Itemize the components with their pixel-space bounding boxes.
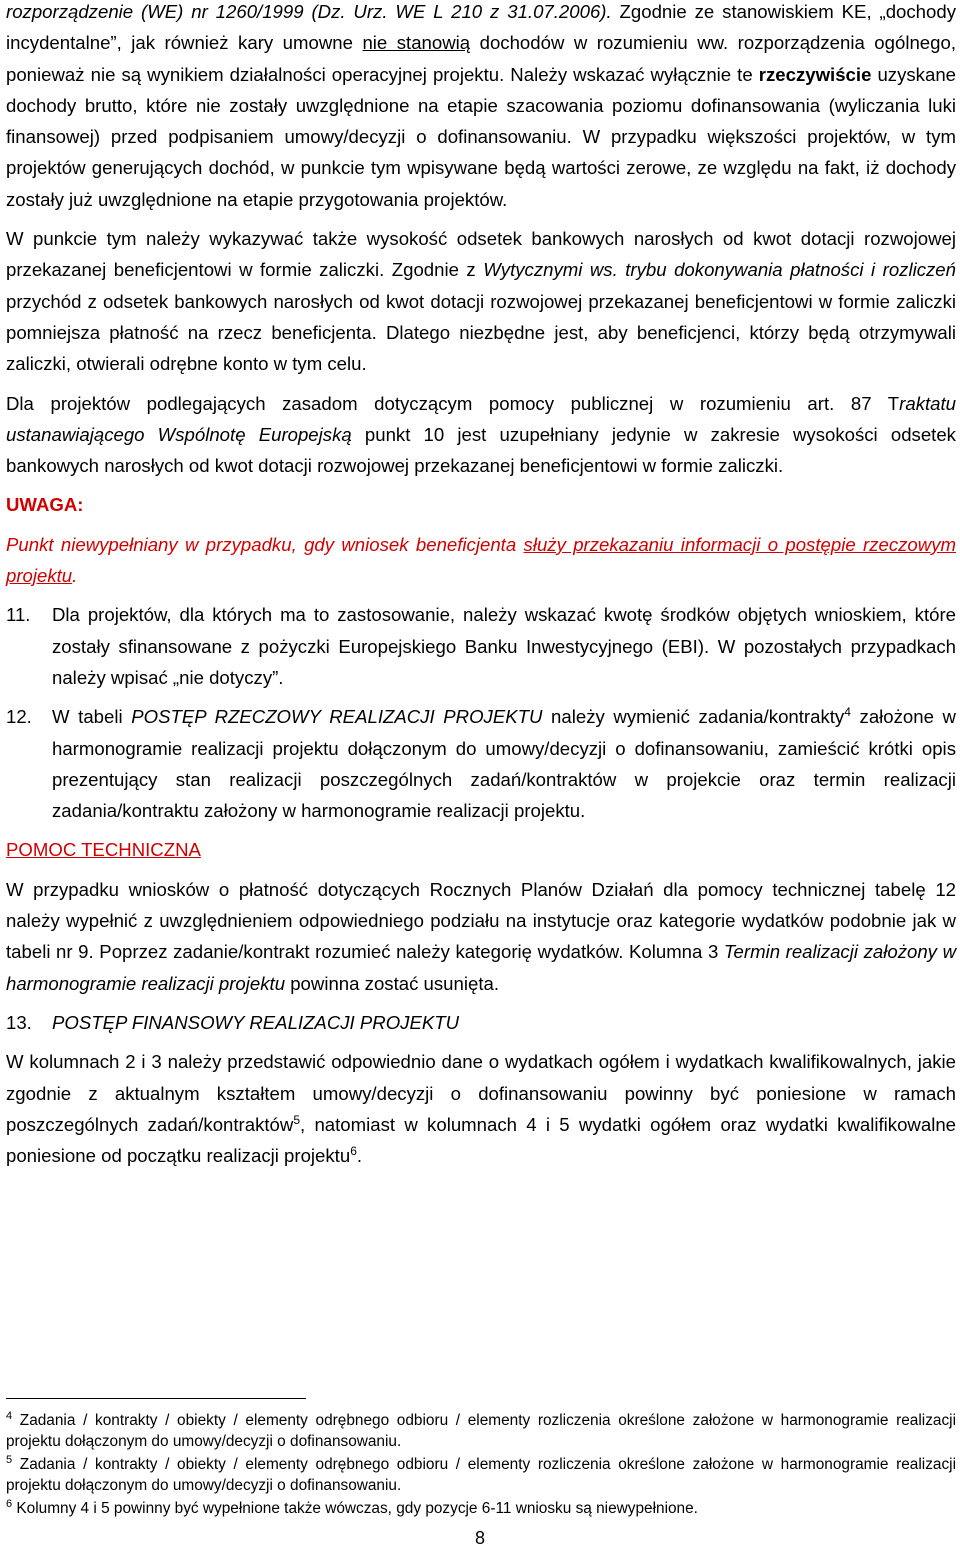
- footnote-4: [6, 1410, 956, 1452]
- item-text: Dla projektów, dla których ma to zastosowanie, należy wskazać kwotę środków objętych wnioskiem, które zostały sfinansowane z pożyczki Europejskiego Banku Inwestycyjnego (EBI). W pozostałych przypadkach należy wpisać „nie dotyczy”.: [52, 604, 956, 688]
- paragraph-dochody: [6, 0, 956, 215]
- text-span: W przypadku większości projektów, w tym projektów generujących dochód, w punkcie tym wpisywane będą wartości zerowe, ze względu na fakt, iż dochody zostały już uwzględnione na etapie przygotowania projektów.: [6, 126, 956, 210]
- footnote-ref: 6: [350, 1143, 357, 1158]
- document-page: [6, 0, 956, 1171]
- item-text: [52, 701, 956, 826]
- footnote-text: Kolumny 4 i 5 powinny być wypełnione także wówczas, gdy pozycje 6-11 wniosku są niewypełnione.: [12, 1500, 698, 1517]
- paragraph-odsetki: [6, 223, 956, 379]
- italic-reference: Wytycznymi ws. trybu dokonywania płatności i rozliczeń: [483, 259, 956, 281]
- uwaga-note: [6, 529, 956, 592]
- item-13: [6, 1007, 956, 1038]
- text-span: należy wymienić zadania/kontrakty: [542, 706, 845, 728]
- text-span: .: [356, 1145, 363, 1167]
- item-number: 11.: [6, 604, 31, 626]
- text-span: przychód z odsetek bankowych narosłych od kwot dotacji rozwojowej przekazanej beneficjentowi w formie zaliczki pomniejsza płatność na rzecz beneficjenta. Dlatego niezbędne jest, aby beneficjenci, którzy będą otrzymywali zaliczki, otwierali odrębne konto w tym celu.: [6, 290, 956, 375]
- italic-table-name: POSTĘP RZECZOWY REALIZACJI PROJEKTU: [131, 706, 543, 728]
- text-span: , natomiast w kolumnach 4 i 5 wydatki ogółem oraz wydatki kwalifikowalne poniesione od początku realizacji projektu: [6, 1113, 957, 1167]
- text-span: W kolumnach 2 i 3 należy przedstawić odpowiednio dane o wydatkach ogółem i wydatkach kwalifikowalnych, jakie zgodnie z aktualnym kształtem umowy/decyzji o dofinansowaniu powinny być poniesione w ramach poszczególnych zadań/kontraktów: [6, 1051, 956, 1135]
- item-12: [6, 701, 956, 826]
- item-number: 12.: [6, 706, 32, 728]
- text-span: założone w harmonogramie realizacji projektu dołączonym do umowy/decyzji o dofinansowaniu, zamieścić krótki opis prezentujący stan realizacji poszczególnych zadań/kontraktów w projekcie oraz termin realizacji zadania/kontraktu założony w harmonogramie realizacji projektu.: [52, 706, 956, 822]
- text-span: W tabeli: [52, 706, 132, 728]
- underlined-text: służy przekazaniu informacji o postępie rzeczowym projektu: [6, 533, 956, 587]
- item-11: [6, 599, 956, 693]
- page-number: 8: [474, 1528, 485, 1548]
- italic-reference: raktatu ustanawiającego Wspólnotę Europejską: [6, 392, 956, 445]
- regulation-reference: rozporządzenie (WE) nr 1260/1999 (Dz. Urz. WE L 210 z 31.07.2006).: [6, 1, 612, 22]
- text-span: dochodów w rozumieniu ww. rozporządzenia ogólnego, ponieważ nie są wynikiem działalności operacyjnej projektu.: [6, 32, 956, 85]
- text-span: Zgodnie ze stanowiskiem KE, „dochody incydentalne”, jak również kary umowne: [6, 1, 956, 54]
- text-span: powinna zostać usunięta.: [285, 972, 500, 994]
- footnote-separator: [6, 1398, 306, 1399]
- bold-text: rzeczywiście: [758, 63, 872, 85]
- underlined-text: nie stanowią: [362, 32, 471, 54]
- footnote-5: [6, 1454, 956, 1496]
- item-number: 13.: [6, 1011, 32, 1033]
- footnote-mark: 5: [6, 1453, 13, 1466]
- text-span: uzyskane dochody brutto, które nie zostały uwzględnione na etapie szacowania poziomu dofinansowania (wyliczania luki finansowej) przed podpisaniem umowy/decyzji o dofinansowaniu.: [6, 63, 957, 148]
- text-span: punkt 10 jest uzupełniany jedynie w zakresie wysokości odsetek bankowych narosłych od kwot dotacji rozwojowej przekazanej beneficjentowi w formie zaliczki.: [6, 423, 956, 477]
- footnote-ref: 5: [293, 1112, 301, 1127]
- text-span: Punkt niewypełniany w przypadku, gdy wniosek beneficjenta: [6, 533, 524, 555]
- text-span: Dla projektów podlegających zasadom dotyczącym pomocy publicznej w rozumieniu art. 87 T: [6, 392, 900, 414]
- item-title: POSTĘP FINANSOWY REALIZACJI PROJEKTU: [52, 1011, 460, 1033]
- paragraph-postep-finansowy: [6, 1046, 956, 1171]
- footnote-6: [6, 1498, 956, 1519]
- uwaga-heading: UWAGA:: [6, 494, 84, 516]
- footnote-mark: 4: [6, 1409, 13, 1422]
- text-span: W punkcie tym należy wykazywać także wysokość odsetek bankowych narosłych od kwot dotacji rozwojowej przekazanej beneficjentowi w formie zaliczki. Zgodnie z: [6, 228, 956, 281]
- footnote-text: Zadania / kontrakty / obiekty / elementy odrębnego odbioru / elementy rozliczenia określone założone w harmonogramie realizacji projektu dołączonym do umowy/decyzji o dofinansowaniu.: [6, 1412, 956, 1450]
- pomoc-techniczna-heading: POMOC TECHNICZNA: [6, 839, 201, 861]
- text-span: W przypadku wniosków o płatność dotyczących Rocznych Planów Działań dla pomocy technicznej tabelę 12 należy wypełnić z uwzględnieniem odpowiedniego podziału na instytucje oraz kategorie wydatków podobnie jak w tabeli nr 9. Poprzez zadanie/kontrakt rozumieć należy kategorię wydatków. Kolumna 3: [6, 878, 956, 963]
- footnote-text: Zadania / kontrakty / obiekty / elementy odrębnego odbioru / elementy rozliczenia określone założone w harmonogramie realizacji projektu dołączonym do umowy/decyzji o dofinansowaniu.: [6, 1456, 956, 1494]
- paragraph-pomoc-publiczna: [6, 388, 956, 482]
- text-span: Należy wskazać wyłącznie te: [504, 63, 759, 85]
- paragraph-pomoc-techniczna: [6, 874, 956, 999]
- italic-reference: Termin realizacji założony w harmonogramie realizacji projektu: [6, 941, 956, 994]
- footnote-ref: 4: [844, 705, 851, 720]
- text-span: .: [72, 565, 78, 587]
- footnote-mark: 6: [6, 1497, 13, 1510]
